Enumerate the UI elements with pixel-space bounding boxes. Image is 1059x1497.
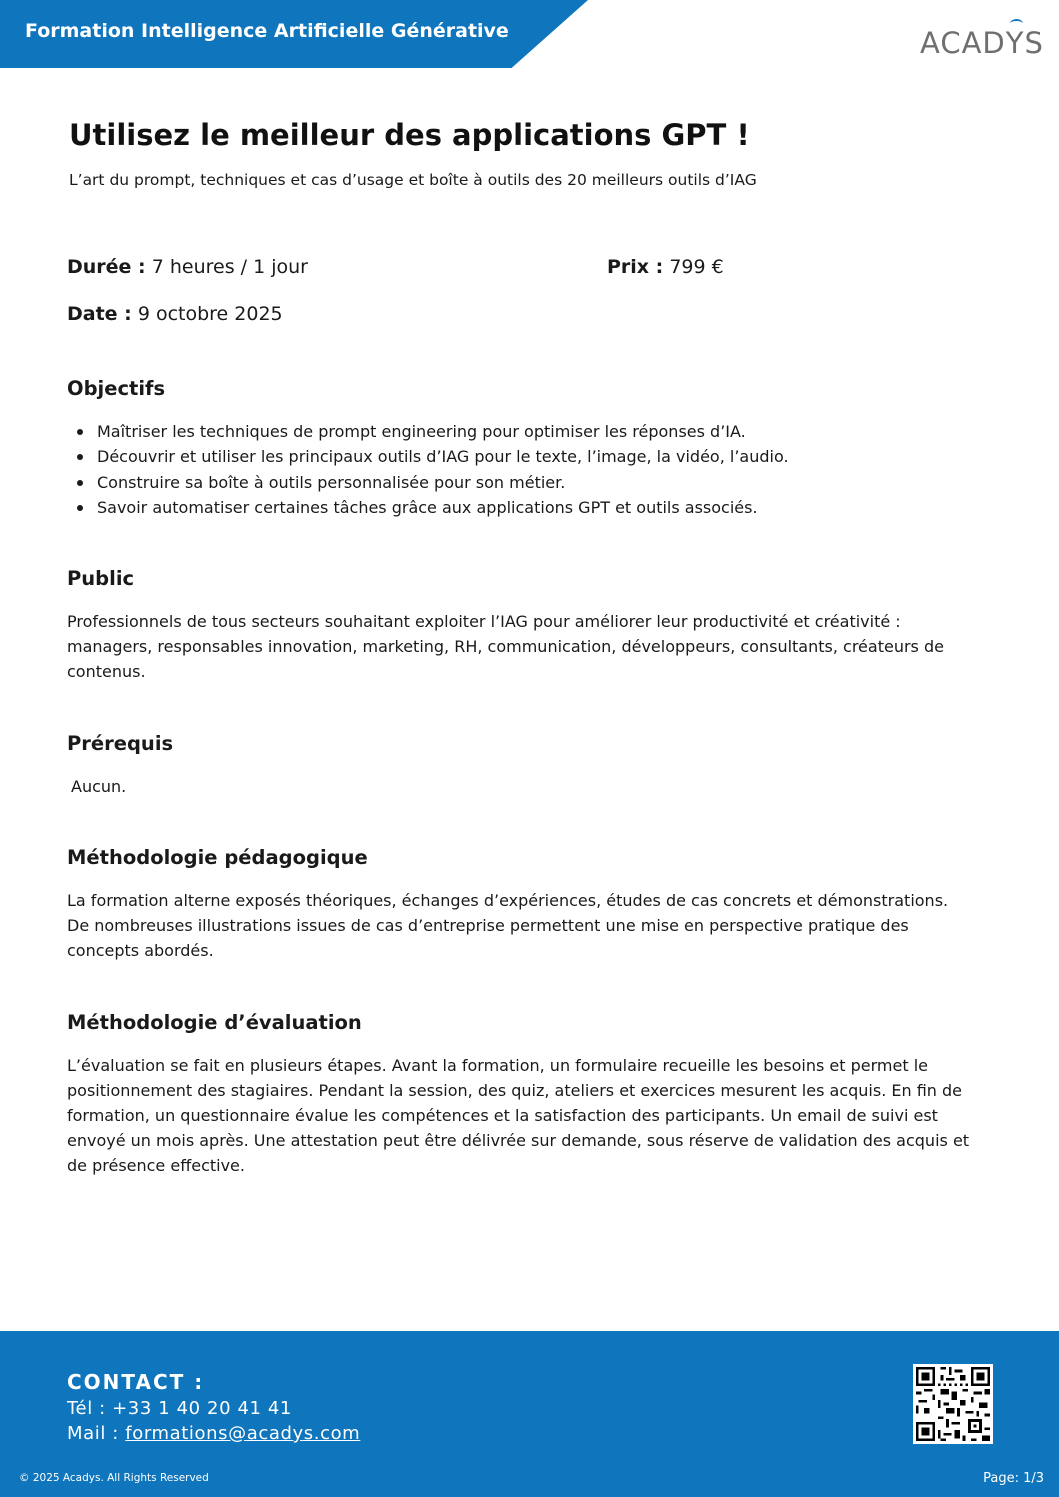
price-value: 799 € (669, 256, 724, 278)
list-item: Découvrir et utiliser les principaux outils d’IAG pour le texte, l’image, la vidéo, l’audio. (67, 444, 789, 469)
page-subtitle: L’art du prompt, techniques et cas d’usage et boîte à outils des 20 meilleurs outils d’IAG (69, 171, 757, 189)
qr-code-icon (913, 1364, 993, 1444)
prerequisites-heading: Prérequis (67, 732, 174, 755)
contact-title: CONTACT : (67, 1370, 205, 1394)
phone-label: Tél : (67, 1398, 113, 1419)
pedagogy-text: La formation alterne exposés théoriques, échanges d’expériences, études de cas concrets et démonstrations. De nombreuses illustrations issues de cas d’entreprise permettent une mise en perspective pratique des concepts abordés. (67, 891, 949, 960)
price (607, 256, 724, 278)
list-item: Maîtriser les techniques de prompt engineering pour optimiser les réponses d’IA. (67, 419, 789, 444)
page-title: Utilisez le meilleur des applications GPT ! (69, 118, 750, 152)
phone-number[interactable]: +33 1 40 20 41 41 (112, 1398, 292, 1419)
acadys-logo (920, 26, 1044, 60)
list-item: Savoir automatiser certaines tâches grâce aux applications GPT et outils associés. (67, 495, 789, 520)
objectives-list (67, 419, 789, 520)
logo-text-a: ACAD (920, 26, 1006, 60)
email-link[interactable]: formations@acadys.com (125, 1423, 361, 1444)
evaluation-text: L’évaluation se fait en plusieurs étapes. Avant la formation, un formulaire recueille les besoins et permet le positionnement des stagiaires. Pendant la session, des quiz, ateliers et exercices mesurent les acquis. En fin de formation, un questionnaire évalue les compétences et la satisfaction des participants. Un email de suivi est envoyé un mois après. Une attestation peut être délivrée sur demande, sous réserve de validation des acquis et de présence effective. (67, 1056, 970, 1175)
duration-label: Durée : (67, 256, 146, 278)
date-label: Date : (67, 303, 132, 325)
date (67, 303, 283, 325)
prerequisites-text: Aucun. (71, 777, 127, 796)
contact-mail (67, 1423, 360, 1444)
duration-value: 7 heures / 1 jour (151, 256, 308, 278)
duration (67, 256, 308, 278)
public-heading: Public (67, 567, 135, 590)
logo-text-c: S (1024, 26, 1044, 60)
public-text: Professionnels de tous secteurs souhaitant exploiter l’IAG pour améliorer leur productivité et créativité : managers, responsables innovation, marketing, RH, communication, développeurs, consultants, créateurs de contenus. (67, 612, 944, 681)
logo-text-b: Y (1005, 26, 1025, 60)
date-value: 9 octobre 2025 (137, 303, 283, 325)
price-label: Prix : (607, 256, 664, 278)
evaluation-heading: Méthodologie d’évaluation (67, 1011, 362, 1034)
list-item: Construire sa boîte à outils personnalisée pour son métier. (67, 470, 789, 495)
mail-label: Mail : (67, 1423, 126, 1444)
pedagogy-heading: Méthodologie pédagogique (67, 846, 368, 869)
page-number: Page: 1/3 (983, 1471, 1044, 1486)
copyright: © 2025 Acadys. All Rights Reserved (19, 1472, 209, 1484)
footer (0, 1331, 1059, 1497)
contact-phone (67, 1398, 292, 1419)
banner-title: Formation Intelligence Artificielle Générative (25, 20, 509, 42)
objectives-heading: Objectifs (67, 377, 166, 400)
